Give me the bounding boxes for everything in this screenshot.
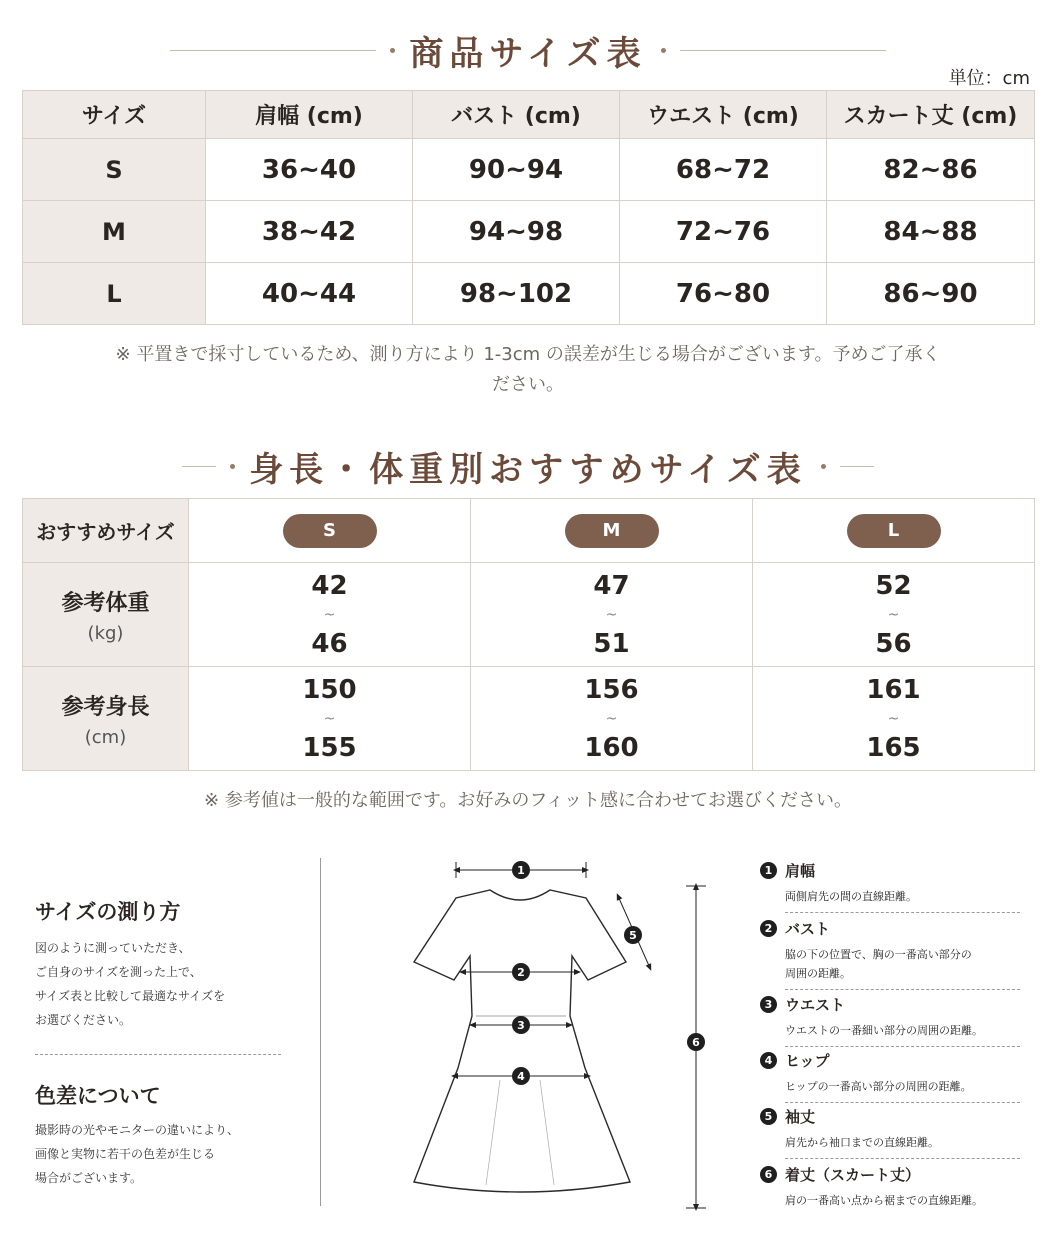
- height-to: 160: [584, 732, 639, 763]
- title-divider-right: [840, 466, 874, 467]
- diagram-label-2: 2: [517, 966, 525, 979]
- measurement-guide: [0, 830, 1056, 1234]
- height-label-cell: [23, 667, 189, 771]
- point-desc: 肩先から袖口までの直線距離。: [785, 1136, 939, 1149]
- range-separator: ~: [323, 710, 336, 727]
- measure-point: [760, 860, 1020, 913]
- height-cell: [471, 667, 753, 771]
- weight-from: 42: [311, 570, 348, 601]
- size-table: [22, 90, 1035, 325]
- range-separator: ~: [323, 606, 336, 623]
- table-row: [23, 263, 1035, 325]
- point-desc: 両側肩先の間の直線距離。: [785, 890, 917, 903]
- measure-point: [760, 1106, 1020, 1159]
- recommend-table: [22, 498, 1035, 771]
- measure-line: ご自身のサイズを測った上で、: [35, 965, 202, 979]
- waist-cell: 72~76: [620, 201, 827, 263]
- title-dot: [390, 48, 395, 53]
- point-name: 肩幅: [785, 862, 816, 880]
- point-divider: [785, 1102, 1020, 1103]
- weight-to: 56: [875, 628, 912, 659]
- color-heading: 色差について: [35, 1084, 161, 1108]
- measure-point: [760, 1050, 1020, 1103]
- header-skirt-length: スカート丈 (cm): [827, 91, 1035, 139]
- point-desc: 肩の一番高い点から裾までの直線距離。: [785, 1194, 983, 1207]
- size-table-title: 商品サイズ表: [409, 34, 647, 74]
- diagram-label-4: 4: [517, 1070, 525, 1083]
- shoulder-cell: 36~40: [206, 139, 413, 201]
- weight-from: 52: [875, 570, 912, 601]
- height-label: 参考身長: [61, 694, 150, 720]
- height-cell: [753, 667, 1035, 771]
- measure-point: [760, 1164, 1020, 1210]
- height-cell: [189, 667, 471, 771]
- weight-cell: [189, 563, 471, 667]
- title-divider-right: [680, 50, 886, 51]
- title-dot: [821, 464, 826, 469]
- size-table-title-row: [0, 26, 1056, 75]
- section-divider: [35, 1054, 281, 1055]
- header-shoulder: 肩幅 (cm): [206, 91, 413, 139]
- measure-line: 図のように測っていただき、: [35, 941, 191, 955]
- bust-cell: 98~102: [413, 263, 620, 325]
- range-separator: ~: [605, 710, 618, 727]
- size-pill-cell: [189, 499, 471, 563]
- table-row: [23, 201, 1035, 263]
- height-from: 161: [866, 674, 921, 705]
- size-table-header-row: [23, 91, 1035, 139]
- skirt-cell: 84~88: [827, 201, 1035, 263]
- point-divider: [785, 1046, 1020, 1047]
- weight-row: [23, 563, 1035, 667]
- point-desc: 脇の下の位置で、胸の一番高い部分の: [785, 948, 972, 961]
- diagram-label-1: 1: [517, 864, 525, 877]
- weight-unit: (kg): [87, 622, 124, 644]
- point-name: ヒップ: [785, 1052, 830, 1070]
- height-from: 156: [584, 674, 639, 705]
- size-badge-s: S: [283, 514, 377, 548]
- size-badge-l: L: [847, 514, 941, 548]
- range-separator: ~: [887, 710, 900, 727]
- point-desc: ウエストの一番細い部分の周囲の距離。: [785, 1024, 983, 1037]
- bust-cell: 90~94: [413, 139, 620, 201]
- point-divider: [785, 1158, 1020, 1159]
- note-line-1: ※ 平置きで採寸しているため、測り方により 1-3cm の誤差が生じる場合がございます。予めご了承く: [115, 344, 941, 365]
- weight-cell: [471, 563, 753, 667]
- diagram-label-6: 6: [692, 1036, 700, 1049]
- title-dot: [661, 48, 666, 53]
- title-divider-left: [170, 50, 376, 51]
- color-line: 撮影時の光やモニターの違いにより、: [35, 1123, 240, 1137]
- measure-text: [35, 936, 295, 1032]
- note-line-2: ださい。: [492, 374, 564, 395]
- diagram-label-3: 3: [517, 1019, 525, 1032]
- header-waist: ウエスト (cm): [620, 91, 827, 139]
- point-number: 5: [760, 1108, 777, 1125]
- title-dot: [230, 464, 235, 469]
- height-unit: (cm): [84, 726, 127, 748]
- measure-line: お選びください。: [35, 1013, 132, 1027]
- point-name: バスト: [785, 920, 831, 938]
- waist-cell: 68~72: [620, 139, 827, 201]
- measure-arrows: [454, 862, 706, 1208]
- bust-cell: 94~98: [413, 201, 620, 263]
- point-name: 着丈（スカート丈）: [785, 1166, 921, 1184]
- size-cell: L: [23, 263, 206, 325]
- header-bust: バスト (cm): [413, 91, 620, 139]
- point-divider: [785, 989, 1020, 990]
- waist-cell: 76~80: [620, 263, 827, 325]
- weight-to: 51: [593, 628, 630, 659]
- recommend-size-label-cell: [23, 499, 189, 563]
- title-divider-left: [182, 466, 216, 467]
- dress-diagram: [400, 850, 720, 1234]
- height-from: 150: [302, 674, 357, 705]
- diagram-label-5: 5: [629, 929, 637, 942]
- height-to: 165: [866, 732, 921, 763]
- measure-heading: サイズの測り方: [35, 900, 181, 924]
- weight-to: 46: [311, 628, 348, 659]
- size-pill-cell: [753, 499, 1035, 563]
- vertical-divider: [320, 858, 321, 1206]
- point-number: 3: [760, 996, 777, 1013]
- color-line: 場合がございます。: [35, 1171, 143, 1185]
- height-row: [23, 667, 1035, 771]
- color-line: 画像と実物に若干の色差が生じる: [35, 1147, 216, 1161]
- measure-point: [760, 918, 1020, 990]
- table-row: [23, 139, 1035, 201]
- shoulder-cell: 38~42: [206, 201, 413, 263]
- weight-label-cell: [23, 563, 189, 667]
- weight-cell: [753, 563, 1035, 667]
- size-table-note: [40, 340, 1016, 400]
- weight-from: 47: [593, 570, 630, 601]
- point-name: 袖丈: [785, 1108, 816, 1126]
- point-divider: [785, 912, 1020, 913]
- recommend-note: ※ 参考値は一般的な範囲です。お好みのフィット感に合わせてお選びください。: [204, 790, 852, 811]
- weight-label: 参考体重: [61, 590, 150, 616]
- header-size: サイズ: [23, 91, 206, 139]
- measure-line: サイズ表と比較して最適なサイズを: [35, 989, 226, 1003]
- color-text: [35, 1118, 295, 1190]
- point-name: ウエスト: [785, 996, 846, 1014]
- skirt-cell: 86~90: [827, 263, 1035, 325]
- point-desc: 周囲の距離。: [785, 967, 851, 980]
- height-to: 155: [302, 732, 357, 763]
- measure-point: [760, 994, 1020, 1047]
- skirt-cell: 82~86: [827, 139, 1035, 201]
- range-separator: ~: [605, 606, 618, 623]
- size-badge-m: M: [565, 514, 659, 548]
- size-cell: M: [23, 201, 206, 263]
- range-separator: ~: [887, 606, 900, 623]
- point-number: 6: [760, 1166, 777, 1183]
- recommend-title-row: [0, 442, 1056, 491]
- point-number: 1: [760, 862, 777, 879]
- recommend-size-label: おすすめサイズ: [36, 520, 175, 544]
- unit-label: 単位：cm: [948, 68, 1030, 89]
- recommend-size-row: [23, 499, 1035, 563]
- point-number: 2: [760, 920, 777, 937]
- dress-outline: [414, 890, 630, 1192]
- point-desc: ヒップの一番高い部分の周囲の距離。: [785, 1080, 972, 1093]
- recommend-table-title: 身長・体重別おすすめサイズ表: [249, 450, 807, 490]
- size-cell: S: [23, 139, 206, 201]
- size-pill-cell: [471, 499, 753, 563]
- point-number: 4: [760, 1052, 777, 1069]
- shoulder-cell: 40~44: [206, 263, 413, 325]
